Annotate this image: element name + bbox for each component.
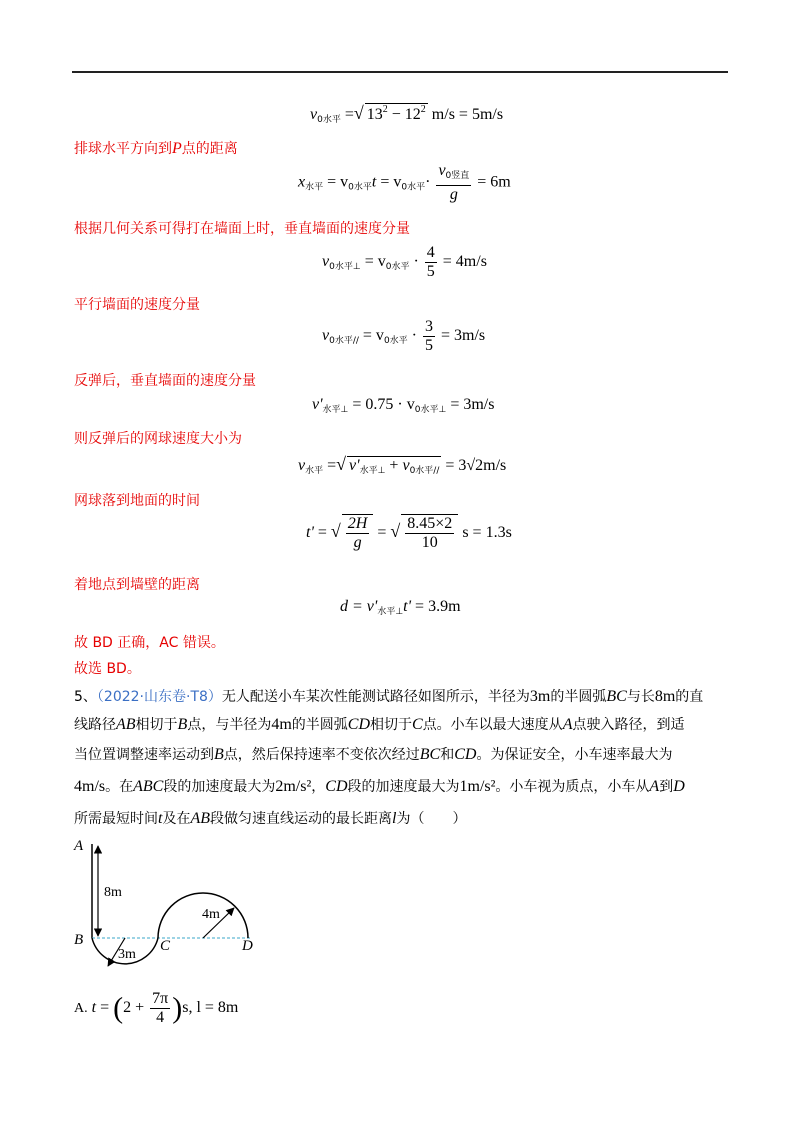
question-line-5: 所需最短时间t及在AB段做匀速直线运动的最长距离l为（ ）	[74, 810, 467, 827]
conclusion-1: 故 BD 正确，AC 错误。	[74, 635, 225, 651]
label-d: D	[242, 938, 253, 954]
label-a: A	[74, 838, 84, 854]
label-4m: 4m	[202, 907, 220, 922]
question-line-3: 当位置调整速率运动到B点，然后保持速率不变依次经过BC和CD。为保证安全，小车速率最大为	[74, 746, 673, 763]
label-c: C	[160, 938, 171, 954]
equation-v-perpendicular: $v_{0水平\perp} = v_{0水平}$ · $\frac{4}{5}$ = 4m/s	[322, 244, 487, 280]
option-a: A. t = (2 + $\frac{7\pi}{4}$ )s, l = 8m	[74, 990, 239, 1026]
text-line-4: 反弹后，垂直墙面的速度分量	[74, 373, 256, 389]
question-line-2: 线路径AB相切于B点，与半径为4m的半圆弧CD相切于C点。小车以最大速度从A点驶入路径，到适	[74, 716, 685, 733]
label-b: B	[74, 932, 84, 948]
equation-v-rebound: $v'_{水平\perp} = 0.75 \cdot v_{0水平\perp} = 3m/s$	[312, 396, 495, 415]
text-line-1: 排球水平方向到P点的距离	[74, 140, 238, 157]
equation-v0-horizontal: $v_{0水平}$ =√ $13^2 - 12^2$ m/s = 5m/s	[310, 103, 504, 125]
question-line-1: 5、（2022·山东卷·T8）无人配送小车某次性能测试路径如图所示，半径为3m的半圆弧BC与长8m的直	[74, 688, 704, 705]
path-figure	[70, 836, 270, 976]
equation-v-total: $v_{水平}$ =√ $v'_{水平\perp} + v_{0水平//} = 3√2m/s$	[298, 454, 507, 476]
equation-distance: $d = v'_{水平\perp}t' = 3.9m$	[340, 598, 461, 617]
equation-x-horizontal: $x_{水平} = v_{0水平}t = v_{0水平}\cdot$ $\frac{v_{0竖直}}{g}$ = 6m	[298, 162, 511, 203]
conclusion-2: 故选 BD。	[74, 661, 141, 677]
equation-fall-time: t' = √ $\frac{2H}{g}$ = √ $\frac{8.45\times 2}{10}$ s = 1.3s	[306, 515, 512, 551]
equation-v-parallel: $v_{0水平//} = v_{0水平}$ · $\frac{3}{5}$ = 3m/s	[322, 318, 486, 354]
text-line-6: 网球落到地面的时间	[74, 493, 200, 509]
text-line-2: 根据几何关系可得打在墙面上时，垂直墙面的速度分量	[74, 221, 410, 237]
label-8m: 8m	[104, 885, 122, 900]
text-line-7: 着地点到墙壁的距离	[74, 577, 200, 593]
header-rule	[72, 71, 728, 73]
label-3m: 3m	[118, 947, 136, 962]
text-line-3: 平行墙面的速度分量	[74, 297, 200, 313]
text-line-5: 则反弹后的网球速度大小为	[74, 431, 242, 447]
question-line-4: 4m/s。在ABC段的加速度最大为2m/s²，CD段的加速度最大为1m/s²。小车视为质点，小车从A到D	[74, 778, 685, 795]
